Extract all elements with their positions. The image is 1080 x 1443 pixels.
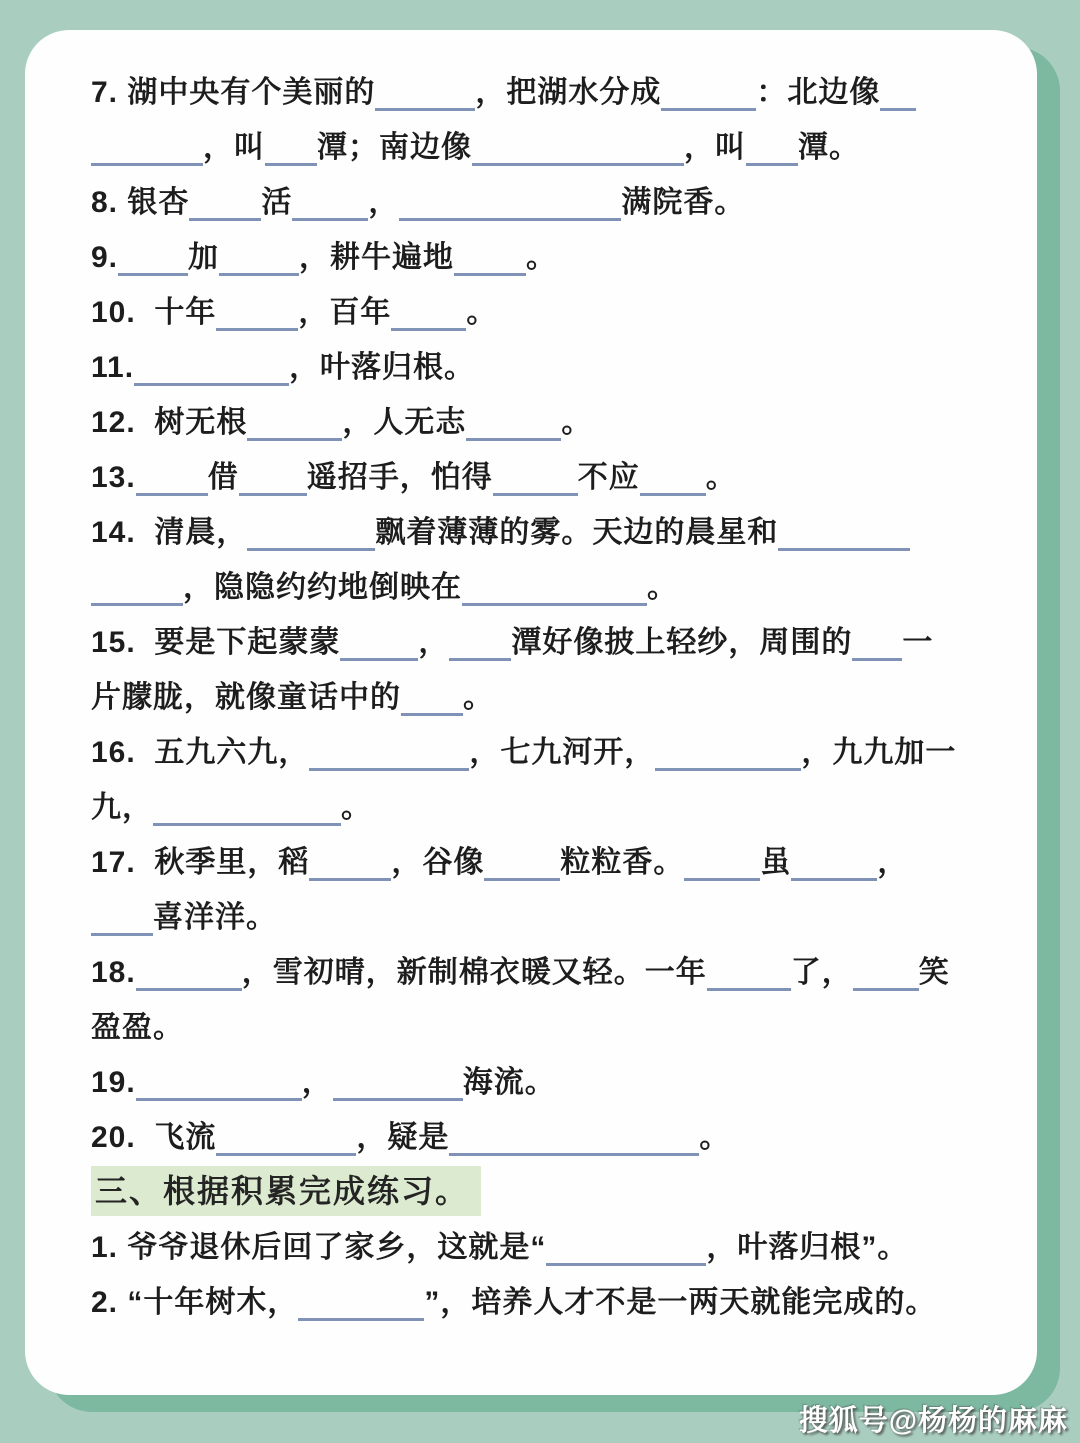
line-text: 潭；南边像 [317, 131, 472, 164]
worksheet-line [91, 230, 1001, 285]
fill-in-blank [640, 455, 706, 496]
fill-in-blank [454, 235, 526, 276]
fill-in-blank [391, 290, 466, 331]
line-text: 九， [91, 791, 153, 824]
worksheet-line [91, 945, 1001, 1000]
fill-in-blank [216, 290, 298, 331]
fill-in-blank [778, 510, 910, 551]
line-text: ，隐隐约约地倒映在 [183, 571, 462, 604]
worksheet-line [91, 1110, 1001, 1165]
worksheet-line [91, 505, 1001, 560]
worksheet-line [91, 725, 1001, 780]
line-text: 。 [341, 791, 372, 824]
fill-in-blank [91, 895, 153, 936]
fill-in-blank [298, 1280, 424, 1321]
line-text: 7. 湖中央有个美丽的 [91, 76, 376, 109]
fill-in-blank [219, 235, 299, 276]
line-text: 。 [647, 571, 678, 604]
fill-in-blank [309, 730, 469, 771]
fill-in-blank [247, 510, 375, 551]
line-text: ，把湖水分成 [475, 76, 662, 109]
fill-in-blank [265, 125, 317, 166]
fill-in-blank [292, 180, 368, 221]
worksheet-line [91, 120, 1001, 175]
line-text: ”，培养人才不是一两天就能完成的。 [424, 1286, 937, 1319]
fill-in-blank [333, 1060, 463, 1101]
line-text: ，耕牛遍地 [299, 241, 455, 274]
fill-in-blank [684, 840, 760, 881]
worksheet-line [91, 1220, 1001, 1275]
worksheet-line [91, 670, 1001, 725]
line-text: 12. 树无根 [91, 406, 248, 439]
worksheet-line [91, 65, 1001, 120]
line-text: 一 [902, 626, 934, 659]
section-header-row [91, 1165, 1001, 1220]
line-text: ， [877, 846, 909, 879]
line-text: 。 [466, 296, 498, 329]
line-text: ，叫 [684, 131, 746, 164]
line-text: 1. 爷爷退休后回了家乡，这就是“ [91, 1231, 547, 1264]
fill-in-blank [216, 1115, 356, 1156]
line-text: 。 [463, 681, 494, 714]
fill-in-blank [134, 345, 289, 386]
line-text: 了， [790, 956, 853, 989]
line-text: 喜洋洋。 [153, 901, 277, 934]
line-text: 18. [91, 956, 136, 989]
fill-in-blank [661, 70, 756, 111]
worksheet-line [91, 560, 1001, 615]
fill-in-blank [791, 840, 877, 881]
fill-in-blank [707, 950, 791, 991]
worksheet-line [91, 780, 1001, 835]
fill-in-blank [91, 125, 203, 166]
line-text: 。 [526, 241, 558, 274]
line-text: 片朦胧，就像童话中的 [91, 681, 401, 714]
worksheet-line [91, 285, 1001, 340]
line-text: ， [418, 626, 450, 659]
fill-in-blank [399, 180, 621, 221]
line-text: ，七九河开， [469, 736, 656, 769]
line-text: 2. “十年树木， [91, 1286, 299, 1319]
line-text: 8. 银杏 [91, 186, 190, 219]
line-text: ：北边像 [756, 76, 881, 109]
line-text: 14. 清晨， [91, 516, 248, 549]
fill-in-blank [472, 125, 684, 166]
fill-in-blank [247, 400, 342, 441]
line-text: 潭。 [798, 131, 860, 164]
line-text: ，叫 [203, 131, 265, 164]
watermark: 搜狐号@杨杨的麻麻 [798, 1405, 1068, 1437]
line-text: 借 [207, 461, 239, 494]
line-text: 10. 十年 [91, 296, 217, 329]
line-text: 盈盈。 [91, 1011, 184, 1044]
fill-in-blank [655, 730, 801, 771]
worksheet-card [25, 30, 1037, 1395]
line-text: 满院香。 [621, 186, 746, 219]
line-text: 不应 [577, 461, 640, 494]
fill-in-blank [853, 950, 919, 991]
worksheet-line [91, 1055, 1001, 1110]
worksheet-lines [25, 30, 1037, 1330]
line-text: ，谷像 [391, 846, 485, 879]
line-text: 17. 秋季里，稻 [91, 846, 310, 879]
fill-in-blank [118, 235, 188, 276]
line-text: ，疑是 [356, 1121, 450, 1154]
fill-in-blank [746, 125, 798, 166]
line-text: 活 [261, 186, 293, 219]
fill-in-blank [401, 675, 463, 716]
fill-in-blank [239, 455, 307, 496]
line-text: 加 [188, 241, 220, 274]
line-text: 13. [91, 461, 136, 494]
line-text: 飘着薄薄的雾。天边的晨星和 [375, 516, 779, 549]
worksheet-line [91, 615, 1001, 670]
line-text: 。 [699, 1121, 731, 1154]
fill-in-blank [852, 620, 902, 661]
worksheet-line [91, 890, 1001, 945]
line-text: 粒粒香。 [560, 846, 685, 879]
line-text: 15. 要是下起蒙蒙 [91, 626, 341, 659]
line-text: ，百年 [298, 296, 392, 329]
section-header: 三、根据积累完成练习。 [91, 1166, 481, 1216]
line-text: 海流。 [462, 1066, 556, 1099]
worksheet-line [91, 835, 1001, 890]
line-text: 16. 五九六九， [91, 736, 310, 769]
fill-in-blank [546, 1225, 706, 1266]
line-text: 笑 [918, 956, 950, 989]
line-text: ，叶落归根”。 [706, 1231, 909, 1264]
fill-in-blank [466, 400, 561, 441]
fill-in-blank [493, 455, 578, 496]
worksheet-line [91, 1275, 1001, 1330]
fill-in-blank [375, 70, 475, 111]
line-text: 潭好像披上轻纱，周围的 [511, 626, 853, 659]
line-text: ，叶落归根。 [289, 351, 476, 384]
fill-in-blank [449, 620, 511, 661]
line-text: 19. [91, 1066, 136, 1099]
fill-in-blank [880, 70, 916, 111]
fill-in-blank [91, 565, 183, 606]
line-text: ，九九加一 [801, 736, 957, 769]
line-text: ， [368, 186, 400, 219]
worksheet-line [91, 450, 1001, 505]
line-text: 11. [91, 351, 135, 384]
line-text: 20. 飞流 [91, 1121, 217, 1154]
worksheet-line [91, 175, 1001, 230]
fill-in-blank [484, 840, 560, 881]
line-text: 。 [705, 461, 737, 494]
worksheet-line [91, 340, 1001, 395]
line-text: 。 [561, 406, 593, 439]
line-text: ， [301, 1066, 333, 1099]
fill-in-blank [309, 840, 391, 881]
line-text: 9. [91, 241, 119, 274]
line-text: 虽 [760, 846, 792, 879]
fill-in-blank [136, 1060, 302, 1101]
fill-in-blank [449, 1115, 699, 1156]
worksheet-line [91, 395, 1001, 450]
fill-in-blank [189, 180, 261, 221]
fill-in-blank [153, 785, 341, 826]
fill-in-blank [136, 455, 208, 496]
line-text: ，人无志 [342, 406, 467, 439]
worksheet-line [91, 1000, 1001, 1055]
line-text: 遥招手，怕得 [306, 461, 493, 494]
fill-in-blank [340, 620, 418, 661]
fill-in-blank [462, 565, 647, 606]
fill-in-blank [136, 950, 242, 991]
line-text: ，雪初晴，新制棉衣暖又轻。一年 [241, 956, 707, 989]
